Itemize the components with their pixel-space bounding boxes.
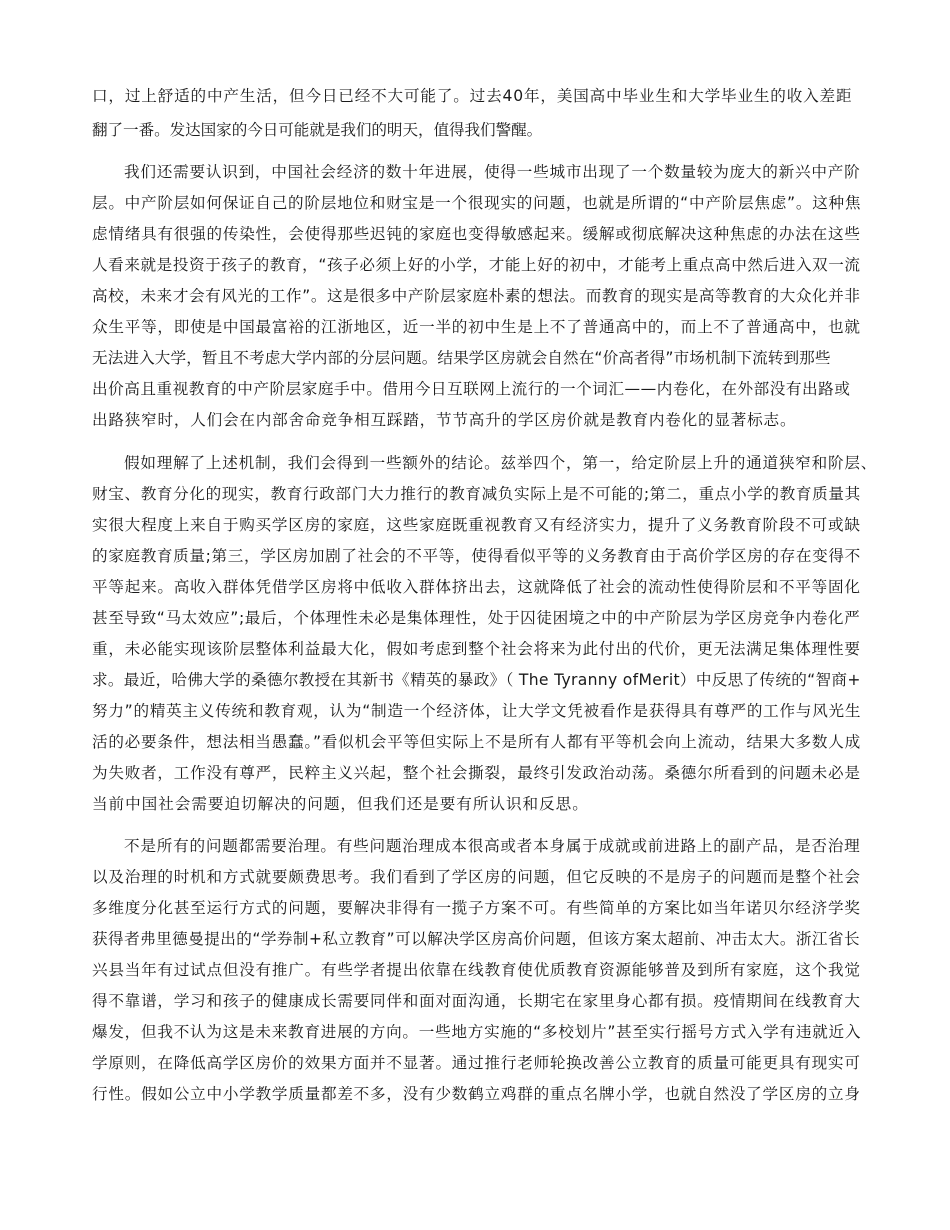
text-line: 当前中国社会需要迫切解决的问题，但我们还是要有所认识和反思。 <box>92 795 589 813</box>
text-line: 层。中产阶层如何保证自己的阶层地位和财宝是一个很现实的问题，也就是所谓的“中产阶层焦虑”。这种焦 <box>92 194 862 212</box>
text-line: 得不靠谱，学习和孩子的健康成长需要同伴和面对面沟通，长期宅在家里身心都有损。疫情期间在线教育大 <box>92 992 861 1010</box>
text-line: 兴县当年有过试点但没有推广。有些学者提出依靠在线教育使优质教育资源能够普及到所有家庭，这个我觉 <box>92 961 861 979</box>
text-line: 活的必要条件，想法相当愚蠢。”看似机会平等但实际上不是所有人都有平等机会向上流动，结果大多数人成 <box>92 733 861 751</box>
text-line: 出路狭窄时，人们会在内部舍命竞争相互踩踏，节节高升的学区房价就是教育内卷化的显著标志。 <box>92 411 797 429</box>
text-line: 甚至导致“马太效应”;最后，个体理性未必是集体理性，处于囚徒困境之中的中产阶层为学区房竞争内卷化严 <box>92 609 861 627</box>
text-line: 努力”的精英主义传统和教育观，认为“制造一个经济体，让大学文凭被看作是获得具有尊严的工作与风光生 <box>92 702 862 720</box>
text-line: 我们还需要认识到，中国社会经济的数十年进展，使得一些城市出现了一个数量较为庞大的新兴中产阶 <box>124 163 861 181</box>
text-line: 众生平等，即使是中国最富裕的江浙地区，近一半的初中生是上不了普通高中的，而上不了普通高中，也就 <box>92 318 861 336</box>
text-line: 无法进入大学，暂且不考虑大学内部的分层问题。结果学区房就会自然在“价高者得”市场机制下流转到那些 <box>92 349 831 367</box>
text-line: 翻了一番。发达国家的今日可能就是我们的明天，值得我们警醒。 <box>92 121 543 139</box>
text-line: 出价高且重视教育的中产阶层家庭手中。借用今日互联网上流行的一个词汇——内卷化，在外部没有出路或 <box>92 380 851 398</box>
text-line: 求。最近，哈佛大学的桑德尔教授在其新书《精英的暴政》（ The Tyranny ofMerit）中反思了传统的“智商+ <box>92 671 861 689</box>
text-line: 口，过上舒适的中产生活，但今日已经不大可能了。过去40年，美国高中毕业生和大学毕业生的收入差距 <box>92 87 853 105</box>
text-line: 高校，未来才会有风光的工作”。这是很多中产阶层家庭朴素的想法。而教育的现实是高等教育的大众化并非 <box>92 287 861 305</box>
text-line: 学原则，在降低高学区房价的效果方面并不显著。通过推行老师轮换改善公立教育的质量可能更具有现实可 <box>92 1054 861 1072</box>
text-line: 假如理解了上述机制，我们会得到一些额外的结论。兹举四个，第一，给定阶层上升的通道狭窄和阶层、 <box>124 454 878 472</box>
text-line: 以及治理的时机和方式就要颇费思考。我们看到了学区房的问题，但它反映的不是房子的问题而是整个社会 <box>92 868 861 886</box>
text-line: 人看来就是投资于孩子的教育，“孩子必须上好的小学，才能上好的初中，才能考上重点高中然后进入双一流 <box>92 256 861 274</box>
text-line: 虑情绪具有很强的传染性，会使得那些迟钝的家庭也变得敏感起来。缓解或彻底解决这种焦虑的办法在这些 <box>92 225 861 243</box>
text-line: 爆发，但我不认为这是未来教育进展的方向。一些地方实施的“多校划片”甚至实行摇号方式入学有违就近入 <box>92 1023 862 1041</box>
text-line: 获得者弗里德曼提出的“学券制+私立教育”可以解决学区房高价问题，但该方案太超前、冲击太大。浙江省长 <box>92 930 860 948</box>
text-line: 实很大程度上来自于购买学区房的家庭，这些家庭既重视教育又有经济实力，提升了义务教育阶段不可或缺 <box>92 516 861 534</box>
text-line: 的家庭教育质量;第三，学区房加剧了社会的不平等，使得看似平等的义务教育由于高价学区房的存在变得不 <box>92 547 861 565</box>
text-line: 平等起来。高收入群体凭借学区房将中低收入群体挤出去，这就降低了社会的流动性使得阶层和不平等固化 <box>92 578 861 596</box>
text-line: 行性。假如公立中小学教学质量都差不多，没有少数鹤立鸡群的重点名牌小学，也就自然没了学区房的立身 <box>92 1085 861 1103</box>
text-line: 财宝、教育分化的现实，教育行政部门大力推行的教育减负实际上是不可能的;第二，重点小学的教育质量其 <box>92 485 861 503</box>
text-line: 为失败者，工作没有尊严，民粹主义兴起，整个社会撕裂，最终引发政治动荡。桑德尔所看到的问题未必是 <box>92 764 861 782</box>
text-line: 不是所有的问题都需要治理。有些问题治理成本很高或者本身属于成就或前进路上的副产品，是否治理 <box>124 837 861 855</box>
text-line: 多维度分化甚至运行方式的问题，要解决非得有一揽子方案不可。有些简单的方案比如当年诺贝尔经济学奖 <box>92 899 861 917</box>
text-line: 重，未必能实现该阶层整体利益最大化，假如考虑到整个社会将来为此付出的代价，更无法满足集体理性要 <box>92 640 861 658</box>
